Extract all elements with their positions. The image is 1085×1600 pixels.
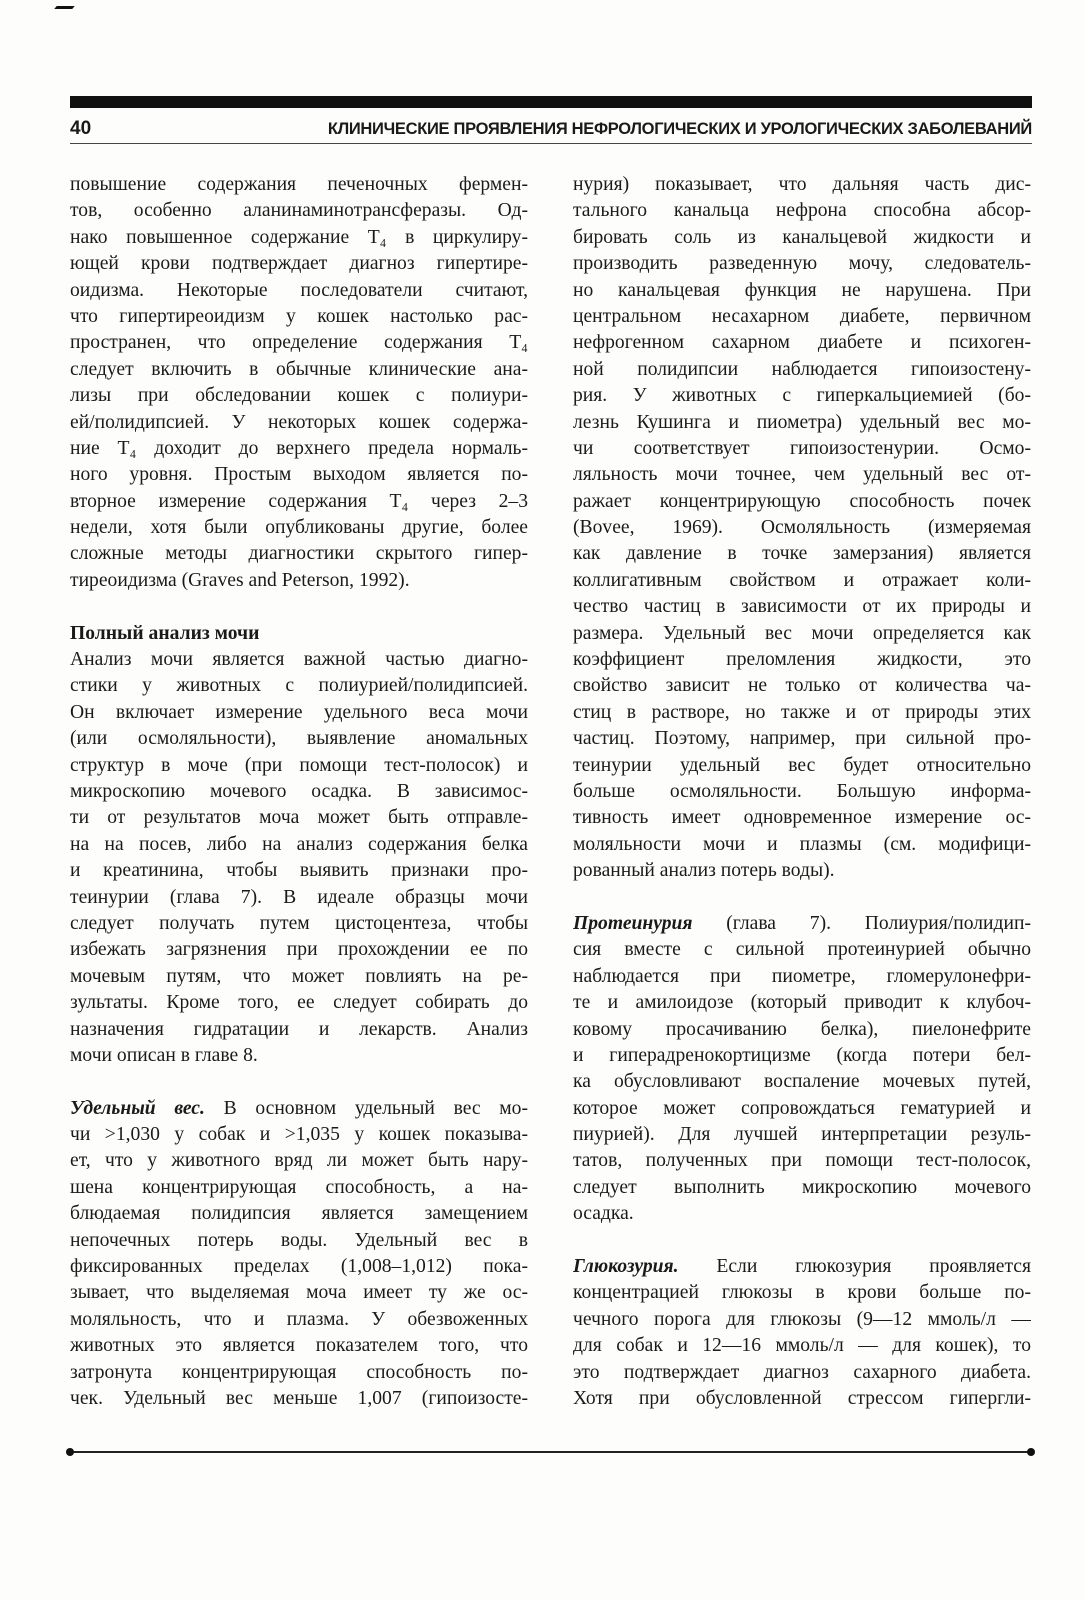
text-line: бировать соль из канальцевой жидкости и bbox=[573, 226, 1031, 248]
text-line: чек. Удельный вес меньше 1,007 (гипоизосте- bbox=[70, 1387, 528, 1409]
text-line: ной полидипсии наблюдается гипоизостену- bbox=[573, 358, 1031, 380]
right-column bbox=[573, 172, 1031, 1412]
text-line: зывает, что выделяемая моча имеет ту же ос- bbox=[70, 1282, 528, 1304]
text-line: для собак и 12—16 ммоль/л — для кошек), то bbox=[573, 1335, 1031, 1357]
text-line: моляльность, что и плазма. У обезвоженных bbox=[70, 1308, 528, 1330]
paragraph bbox=[70, 647, 528, 1069]
text-line: что гипертиреоидизм у кошек настолько рас- bbox=[70, 305, 528, 327]
text-line: (или осмоляльности), выявление аномальных bbox=[70, 728, 528, 750]
text-line: свойство зависит не только от количества ча- bbox=[573, 675, 1031, 697]
text-line: Он включает измерение удельного веса мочи bbox=[70, 701, 528, 723]
text-line: структур в моче (при помощи тест-полосок) и bbox=[70, 754, 528, 776]
text-line: сложные методы диагностики скрытого гипер- bbox=[70, 543, 528, 565]
text-line: размера. Удельный вес мочи определяется как bbox=[573, 622, 1031, 644]
text-line: больше осмоляльности. Большую информа- bbox=[573, 780, 1031, 802]
term: Глюкозурия. bbox=[573, 1256, 679, 1278]
paragraph bbox=[573, 1280, 1031, 1412]
text-line: назначения гидратации и лекарств. Анализ bbox=[70, 1018, 528, 1040]
text-line: следует включить в обычные клинические ана- bbox=[70, 358, 528, 380]
text-line: чество частиц в зависимости от их природы и bbox=[573, 596, 1031, 618]
text-line: мочевым путям, что может повлиять на ре- bbox=[70, 965, 528, 987]
text-line: повышение содержания печеночных фермен- bbox=[70, 174, 528, 195]
corner-mark bbox=[54, 0, 80, 9]
text-line: ет, что у животного вряд ли может быть нару- bbox=[70, 1150, 528, 1172]
text-line: животных это является показателем того, что bbox=[70, 1335, 528, 1357]
text-line: ющей крови подтверждает диагноз гипертире- bbox=[70, 253, 528, 275]
text-line: концентрацией глюкозы в крови больше по- bbox=[573, 1282, 1031, 1304]
text-line: чечного порога для глюкозы (9—12 ммоль/л — bbox=[573, 1308, 1031, 1330]
text-line: это подтверждает диагноз сахарного диабета. bbox=[573, 1361, 1031, 1383]
text-line: шена концентрирующая способность, а на- bbox=[70, 1176, 528, 1198]
text-line: зультаты. Кроме того, ее следует собирать до bbox=[70, 992, 528, 1014]
text-line: ляльность мочи точнее, чем удельный вес от- bbox=[573, 464, 1031, 486]
text-line: мочи описан в главе 8. bbox=[70, 1044, 258, 1066]
rule-end-dot bbox=[1027, 1448, 1035, 1456]
text-line: микроскопию мочевого осадка. В зависимос- bbox=[70, 780, 528, 802]
paragraph bbox=[70, 1122, 528, 1412]
text-line: теинурии (глава 7). В идеале образцы мочи bbox=[70, 886, 528, 908]
paragraph-lead-line: Протеинурия (глава 7). Полиурия/полидип- bbox=[573, 912, 1031, 934]
text-line: тов, особенно аланинаминотрансферазы. Од- bbox=[70, 200, 528, 222]
text-line: наблюдается при пиометре, гломерулонефри- bbox=[573, 965, 1031, 987]
text-line: недели, хотя были опубликованы другие, более bbox=[70, 517, 528, 539]
text-line: сия вместе с сильной протеинурией обычно bbox=[573, 939, 1031, 961]
text-line: рованный анализ потерь воды). bbox=[573, 860, 835, 882]
text-line: Анализ мочи является важной частью диагно- bbox=[70, 649, 528, 671]
text-line: тивность имеет одновременное измерение ос- bbox=[573, 807, 1031, 829]
text-line: стики у животных с полиурией/полидипсией. bbox=[70, 675, 528, 697]
text-line: ние T₄ доходит до верхнего предела нормаль- bbox=[70, 437, 528, 459]
text-line: моляльности мочи и плазмы (см. модифици- bbox=[573, 833, 1031, 855]
text-line: и креатинина, чтобы выявить признаки про- bbox=[70, 860, 528, 882]
text-line: пространен, что определение содержания T₄ bbox=[70, 332, 528, 354]
text-line: рия. У животных с гиперкальциемией (бо- bbox=[573, 385, 1031, 407]
text-line: ей/полидипсией. У некоторых кошек содержа- bbox=[70, 411, 528, 433]
paragraph bbox=[573, 172, 1031, 885]
text-line: но канальцевая функция не нарушена. При bbox=[573, 279, 1031, 301]
text-line: ражает концентрирующую способность почек bbox=[573, 490, 1031, 512]
paragraph-lead-line: Глюкозурия. Если глюкозурия проявляется bbox=[573, 1256, 1031, 1278]
text-line: вторное измерение содержания T₄ через 2–3 bbox=[70, 490, 528, 512]
text-line: на на посев, либо на анализ содержания белка bbox=[70, 833, 528, 855]
text-line: и гиперадренокортицизме (когда потери бел- bbox=[573, 1044, 1031, 1066]
text-line: производить разведенную мочу, следователь- bbox=[573, 253, 1031, 275]
rule-end-dot bbox=[66, 1448, 74, 1456]
text-line: избежать загрязнения при прохождении ее по bbox=[70, 939, 528, 961]
term: Удельный вес. bbox=[70, 1097, 205, 1119]
text-line: (Bovee, 1969). Осмоляльность (измеряемая bbox=[573, 517, 1031, 539]
text-line: лезнь Кушинга и пиометра) удельный вес мо- bbox=[573, 411, 1031, 433]
text-line: ка обусловливают воспаление мочевых путей, bbox=[573, 1071, 1031, 1093]
left-column bbox=[70, 172, 528, 1412]
page-number: 40 bbox=[70, 118, 92, 139]
text-line: чи соответствует гипоизостенурии. Осмо- bbox=[573, 437, 1031, 459]
text-line: нефрогенном сахарном диабете и психоген- bbox=[573, 332, 1031, 354]
text-line: следует выполнить микроскопию мочевого bbox=[573, 1176, 1031, 1198]
text-line: ти от результатов моча может быть отправле- bbox=[70, 807, 528, 829]
header-rule bbox=[70, 96, 1032, 108]
text-line: татов, полученных при помощи тест-полосок, bbox=[573, 1150, 1031, 1172]
paragraph bbox=[573, 937, 1031, 1227]
text-line: чи >1,030 у собак и >1,035 у кошек показыва- bbox=[70, 1124, 528, 1146]
text-line: теинурии удельный вес будет относительно bbox=[573, 754, 1031, 776]
text-line: коэффициент преломления жидкости, это bbox=[573, 649, 1031, 671]
text-line: ного уровня. Простым выходом является по- bbox=[70, 464, 528, 486]
page-header bbox=[70, 119, 1032, 144]
text-line: коллигативным свойством и отражает коли- bbox=[573, 569, 1031, 591]
text-line: частиц. Поэтому, например, при сильной про- bbox=[573, 728, 1031, 750]
term: Протеинурия bbox=[573, 912, 693, 934]
paragraph-lead-line: Удельный вес. В основном удельный вес мо- bbox=[70, 1097, 528, 1119]
text-line: непочечных потерь воды. Удельный вес в bbox=[70, 1229, 528, 1251]
text-line: оидизма. Некоторые последователи считают, bbox=[70, 279, 528, 301]
running-title: КЛИНИЧЕСКИЕ ПРОЯВЛЕНИЯ НЕФРОЛОГИЧЕСКИХ И УРОЛОГИЧЕСКИХ ЗАБОЛЕВАНИЙ bbox=[327, 120, 1032, 138]
text-line: те и амилоидозе (который приводит к клубоч- bbox=[573, 992, 1031, 1014]
text-line: нурия) показывает, что дальняя часть дис- bbox=[573, 174, 1031, 195]
text-line: ковому просачиванию белка), пиелонефрите bbox=[573, 1018, 1031, 1040]
text-line: фиксированных пределах (1,008–1,012) пока- bbox=[70, 1256, 528, 1278]
text-line: центральном несахарном диабете, первичном bbox=[573, 305, 1031, 327]
text-line: осадка. bbox=[573, 1203, 634, 1225]
text-line: лизы при обследовании кошек с полиури- bbox=[70, 385, 528, 407]
text-line: затронута концентрирующая способность по- bbox=[70, 1361, 528, 1383]
section-heading: Полный анализ мочи bbox=[70, 622, 260, 644]
text-line: нако повышенное содержание T₄ в циркулиру- bbox=[70, 226, 528, 248]
text-line: стиц в растворе, но также и от природы этих bbox=[573, 701, 1031, 723]
text-line: тиреоидизма (Graves and Peterson, 1992). bbox=[70, 569, 410, 591]
paragraph bbox=[70, 172, 528, 594]
text-line: следует получать путем цистоцентеза, чтобы bbox=[70, 912, 528, 934]
footer-rule bbox=[70, 1451, 1032, 1453]
text-line: блюдаемая полидипсия является замещением bbox=[70, 1203, 528, 1225]
text-line: тального канальца нефрона способна абсор- bbox=[573, 200, 1031, 222]
text-line: Хотя при обусловленной стрессом гипергли- bbox=[573, 1387, 1031, 1409]
text-line: пиурией). Для лучшей интерпретации резуль- bbox=[573, 1124, 1031, 1146]
text-line: которое может сопровождаться гематурией и bbox=[573, 1097, 1031, 1119]
text-line: как давление в точке замерзания) является bbox=[573, 543, 1031, 565]
